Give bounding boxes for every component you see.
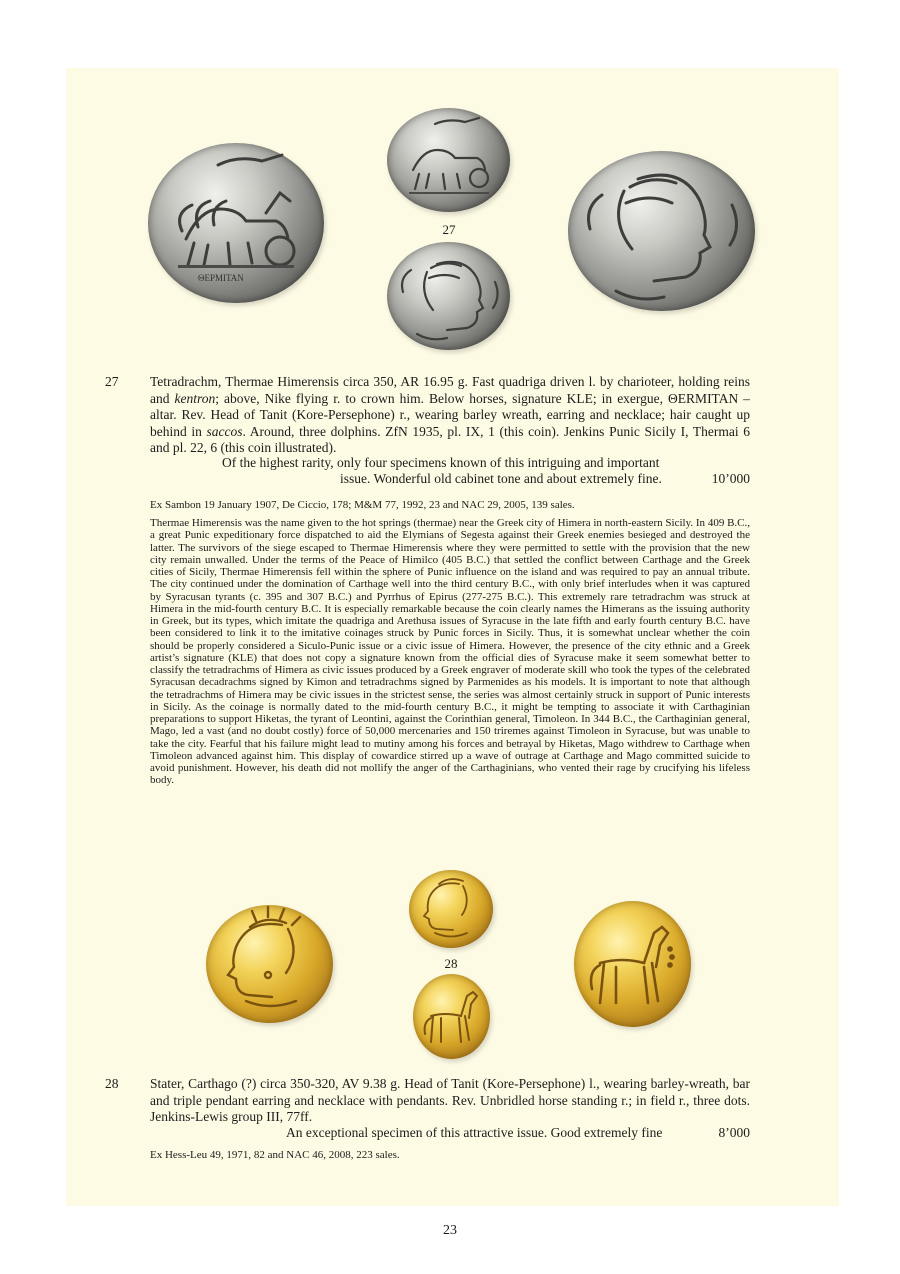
page-number: 23 [443, 1223, 457, 1238]
lot27-description-italic-kentron: kentron [174, 390, 216, 406]
lot27-description-part2: ; above, Nike flying r. to crown him. Below horses, signature KLE; in exergue, ΘERMITAN – altar. Rev. Head of Tanit (Kore-Persephone) r., wearing barley wreath, earring and necklace; hair caught up behind in [150, 390, 750, 439]
horse-coin-icon [413, 974, 490, 1059]
tanit-head-coin-icon [387, 242, 510, 350]
lot27-historical-note: Thermae Himerensis was the name given to the hot springs (thermae) near the Greek city of Himera in north-eastern Sicily. In 409 B.C., a great Punic expeditionary force dispatched to aid the Elymians of Segesta against their Greek enemies besieged and destroyed the latter. The survivors of the siege escaped to Thermae Himerensis where they were permitted to settle with the provision that the new city remain unwalled. Under the terms of the Peace of Himilco (405 B.C.) that settled the conflict between Carthage and the Greek cities of Sicily, Thermae Himerensis fell within the sphere of Punic influence on the island and was required to pay an annual tribute. The city continued under the domination of Carthage well into the third century B.C., with only brief interludes when it was captured by Syracusan tyrants (c. 395 and 307 B.C.) and Pyrrhus of Epirus (277-275 B.C.). This extremely rare tetradrachm was struck at Himera in the mid-fourth century B.C. It is especially remarkable because the coin clearly names the Himerans as the issuing authority in Greek, but its types, which imitate the quadriga and Arethusa issues of Syracuse in the late fifth and early fourth century B.C. have been considered to link it to the imitative coinages struck by Punic forces in Sicily. Thus, it is somewhat unclear whether the coin should be properly considered a Siculo-Punic issue or a civic issue of Himera. However, the presence of the city ethnic and a Greek artist’s signature (KLE) that does not copy a signature known from the official dies of Syracuse make it seem somewhat better to classify the tetradrachms of Himera as civic issues produced by a Greek engraver of moderate skill who took the types of the celebrated Syracusan decadrachms signed by Kimon and tetradrachms signed by Parmenides as his models. It is important to note that although the tetradrachms of Himera may be civic issues in the strictest sense, the series was almost certainly struck in support of Punic interests in Sicily. As the coinage is normally dated to the mid-fourth century B.C., it might be tempting to associate it with Carthaginian preparations to support Hiketas, the tyrant of Leontini, against the Corinthian general, Timoleon. In 344 B.C., the Carthaginian general, Mago, led a vast (and no doubt costly) force of 50,000 mercenaries and 150 triremes against Timoleon in Syracuse, but was unable to take the city. Fearful that his failure might lead to mutiny among his forces and betrayal by Hiketas, Mago withdrew to Carthage when Timoleon advanced against him. This display of cowardice stirred up a wave of outrage at Carthage and Mago committed suicide to avoid punishment. However, his death did not mollify the anger of the Carthaginians, who vented their rage by crucifying his lifeless body. [150, 517, 750, 787]
lot28-provenance: Ex Hess-Leu 49, 1971, 82 and NAC 46, 2008, 223 sales. [150, 1149, 400, 1161]
lot28-reverse-small-coin [413, 974, 490, 1059]
tanit-head-coin-icon [409, 870, 493, 948]
lot27-description-part3: . Around, three dolphins. ZfN 1935, pl. IX, 1 (this coin). Jenkins Punic Sicily I, Thermai 6 and pl. 22, 6 (this coin illustrated). [150, 423, 750, 455]
lot28-description: Stater, Carthago (?) circa 350-320, AV 9.38 g. Head of Tanit (Kore-Persephone) l., wearing barley-wreath, bar and triple pendant earring and necklace with pendants. Rev. Unbridled horse standing r.; in field r., three dots. Jenkins-Lewis group III, 77ff. [150, 1076, 750, 1124]
lot27-description-italic-saccos: saccos [206, 423, 243, 439]
tanit-head-coin-icon [206, 905, 333, 1023]
lot28-number: 28 [105, 1076, 119, 1091]
quadriga-coin-icon [148, 143, 324, 303]
quadriga-coin-icon [387, 108, 510, 212]
lot27-description-part1: Tetradrachm, Thermae Himerensis circa 350, AR 16.95 g. Fast quadriga driven l. by charioteer, holding reins and [150, 374, 750, 406]
lot27-reverse-small-coin [387, 242, 510, 350]
lot27-description [150, 374, 750, 456]
lot27-obverse-large-coin [148, 143, 324, 303]
lot28-obverse-large-coin [206, 905, 333, 1023]
lot27-condition-line1: Of the highest rarity, only four specimens known of this intriguing and important [222, 455, 660, 470]
lot27-reverse-large-coin [568, 151, 755, 311]
lot28-reverse-large-coin [574, 901, 691, 1027]
lot28-figure-label: 28 [444, 956, 458, 971]
lot27-estimate: 10’000 [711, 471, 750, 486]
lot28-estimate: 8’000 [718, 1125, 750, 1140]
lot27-provenance: Ex Sambon 19 January 1907, De Ciccio, 178; M&M 77, 1992, 23 and NAC 29, 2005, 139 sales. [150, 499, 575, 511]
svg-text:ΘEPMITAN: ΘEPMITAN [198, 273, 244, 283]
horse-coin-icon [574, 901, 691, 1027]
lot27-obverse-small-coin [387, 108, 510, 212]
lot27-number: 27 [105, 374, 119, 389]
lot28-condition-line: An exceptional specimen of this attractive issue. Good extremely fine [286, 1125, 663, 1140]
tanit-head-coin-icon [568, 151, 755, 311]
lot27-condition-line2: issue. Wonderful old cabinet tone and about extremely fine. [340, 471, 662, 486]
lot28-obverse-small-coin [409, 870, 493, 948]
lot27-figure-label: 27 [442, 222, 456, 237]
